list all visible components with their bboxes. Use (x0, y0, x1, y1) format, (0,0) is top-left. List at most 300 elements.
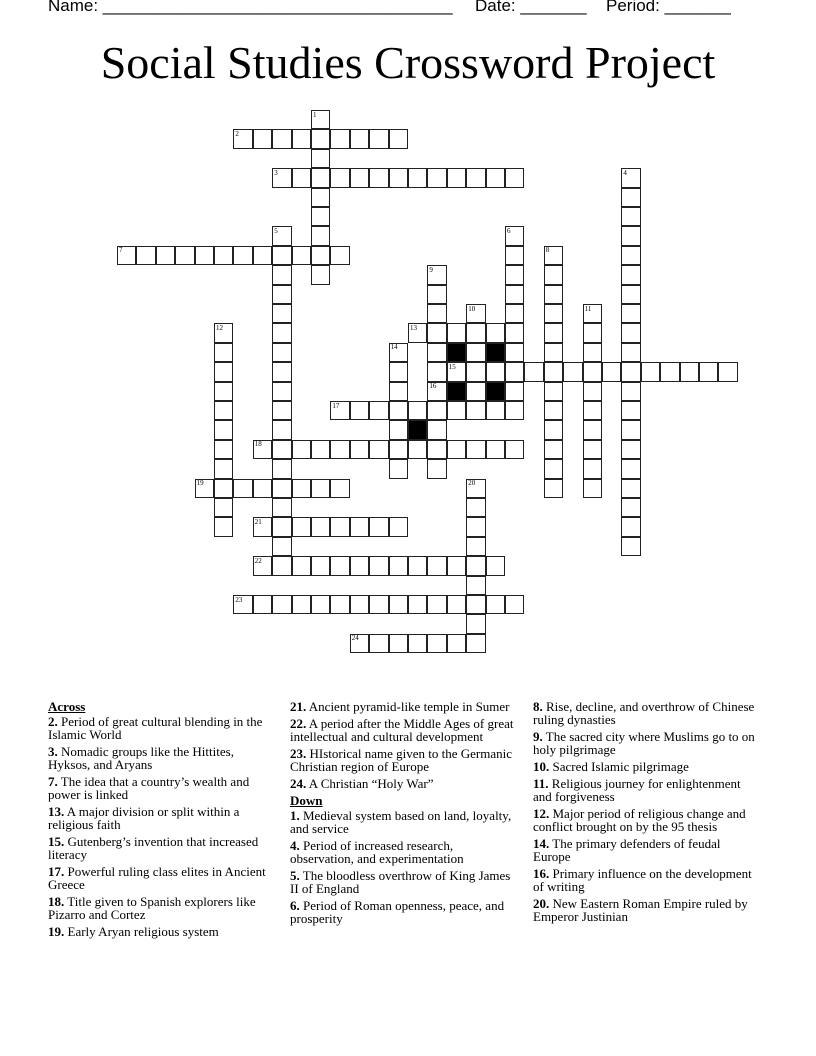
crossword-cell[interactable] (253, 129, 272, 148)
crossword-cell[interactable] (214, 498, 233, 517)
across-clue (48, 865, 274, 891)
crossword-cell[interactable] (505, 323, 524, 342)
crossword-cell[interactable] (272, 479, 291, 498)
crossword-cell[interactable] (505, 343, 524, 362)
crossword-cell[interactable] (214, 420, 233, 439)
black-square (408, 420, 427, 439)
crossword-cell[interactable] (466, 537, 485, 556)
clue-number-5: 5 (274, 226, 278, 235)
crossword-cell[interactable] (544, 420, 563, 439)
clue-number-11: 11 (584, 304, 592, 313)
clue-text: Period of great cultural blending in the Islamic World (48, 714, 263, 742)
crossword-cell[interactable] (486, 595, 505, 614)
clue-text: Powerful ruling class elites in Ancient Greece (48, 864, 266, 892)
name-field[interactable]: Name: _____________________________________ (48, 0, 453, 15)
down-clue (533, 730, 759, 756)
crossword-cell[interactable] (447, 440, 466, 459)
down-clue (533, 897, 759, 923)
crossword-cell[interactable] (583, 382, 602, 401)
crossword-cell[interactable] (447, 323, 466, 342)
crossword-cell[interactable] (311, 517, 330, 536)
crossword-cell[interactable] (350, 517, 369, 536)
crossword-cell[interactable] (272, 362, 291, 381)
clue-number-2: 2 (235, 129, 239, 138)
crossword-cell[interactable] (214, 343, 233, 362)
crossword-cell[interactable] (544, 440, 563, 459)
clue-column-3 (533, 700, 759, 927)
crossword-cell[interactable] (427, 343, 446, 362)
down-clue (533, 700, 759, 726)
crossword-cell[interactable] (466, 556, 485, 575)
clue-text: A period after the Middle Ages of great intellectual and cultural development (290, 716, 514, 744)
crossword-cell[interactable] (641, 362, 660, 381)
clue-text: Primary influence on the development of writing (533, 866, 752, 894)
clue-number-1: 1 (313, 110, 317, 119)
clue-number-21: 21 (254, 517, 262, 526)
crossword-cell[interactable] (718, 362, 737, 381)
crossword-cell[interactable] (408, 634, 427, 653)
across-clue (48, 805, 274, 831)
clue-text: Medieval system based on land, loyalty, and service (290, 808, 512, 836)
crossword-cell[interactable] (447, 401, 466, 420)
across-clue (48, 715, 274, 741)
crossword-cell[interactable] (544, 401, 563, 420)
crossword-cell[interactable] (466, 498, 485, 517)
crossword-cell[interactable] (389, 362, 408, 381)
crossword-cell[interactable] (292, 517, 311, 536)
crossword-cell[interactable] (583, 323, 602, 342)
across-clue-list-continued (290, 700, 516, 790)
clue-number: 24. (290, 776, 307, 791)
clue-number-19: 19 (196, 479, 204, 488)
clue-number: 23. (290, 746, 307, 761)
clue-number-22: 22 (254, 556, 262, 565)
crossword-cell[interactable] (369, 129, 388, 148)
crossword-cell[interactable] (466, 362, 485, 381)
crossword-cell[interactable] (233, 479, 252, 498)
crossword-cell[interactable] (330, 479, 349, 498)
crossword-cell[interactable] (544, 382, 563, 401)
crossword-cell[interactable] (505, 285, 524, 304)
crossword-cell[interactable] (544, 323, 563, 342)
crossword-cell[interactable] (311, 226, 330, 245)
crossword-cell[interactable] (466, 323, 485, 342)
crossword-cell[interactable] (505, 382, 524, 401)
crossword-cell[interactable] (544, 362, 563, 381)
clue-text: Major period of religious change and conflict brought on by the 95 thesis (533, 806, 746, 834)
crossword-cell[interactable] (330, 129, 349, 148)
crossword-cell[interactable] (524, 362, 543, 381)
clue-number-24: 24 (351, 634, 359, 643)
clue-number: 9. (533, 729, 543, 744)
crossword-cell[interactable] (292, 168, 311, 187)
clue-number-4: 4 (623, 168, 627, 177)
crossword-cell[interactable] (369, 556, 388, 575)
clue-text: Gutenberg’s invention that increased literacy (48, 834, 259, 862)
clue-number-18: 18 (254, 440, 262, 449)
date-field[interactable]: Date: _______ (475, 0, 587, 15)
crossword-cell[interactable] (621, 226, 640, 245)
crossword-cell[interactable] (544, 285, 563, 304)
crossword-cell[interactable] (311, 246, 330, 265)
crossword-cell[interactable] (272, 246, 291, 265)
clue-text: A Christian “Holy War” (306, 776, 434, 791)
crossword-cell[interactable] (544, 459, 563, 478)
crossword-cell[interactable] (621, 517, 640, 536)
clue-number: 19. (48, 924, 65, 939)
across-clue (48, 775, 274, 801)
crossword-cell[interactable] (272, 285, 291, 304)
clue-number-14: 14 (390, 343, 398, 352)
crossword-cell[interactable] (505, 595, 524, 614)
crossword-cell[interactable] (408, 595, 427, 614)
crossword-cell[interactable] (350, 595, 369, 614)
crossword-cell[interactable] (311, 265, 330, 284)
crossword-cell[interactable] (505, 265, 524, 284)
crossword-cell[interactable] (505, 401, 524, 420)
down-clue (290, 809, 516, 835)
crossword-cell[interactable] (272, 343, 291, 362)
crossword-cell[interactable] (427, 459, 446, 478)
clue-text: Rise, decline, and overthrow of Chinese ruling dynasties (533, 699, 755, 727)
crossword-cell[interactable] (311, 188, 330, 207)
across-clue (290, 717, 516, 743)
across-heading: Across (48, 699, 86, 714)
crossword-cell[interactable] (486, 362, 505, 381)
crossword-cell[interactable] (389, 517, 408, 536)
crossword-cell[interactable] (427, 440, 446, 459)
across-clue (290, 777, 516, 790)
crossword-cell[interactable] (427, 323, 446, 342)
clue-number: 10. (533, 759, 550, 774)
crossword-cell[interactable] (175, 246, 194, 265)
down-clue (533, 760, 759, 773)
crossword-cell[interactable] (292, 479, 311, 498)
clue-number: 7. (48, 774, 58, 789)
clue-text: Sacred Islamic pilgrimage (549, 759, 689, 774)
crossword-cell[interactable] (544, 265, 563, 284)
crossword-cell[interactable] (253, 595, 272, 614)
crossword-cell[interactable] (272, 459, 291, 478)
crossword-cell[interactable] (621, 401, 640, 420)
crossword-cell[interactable] (486, 440, 505, 459)
crossword-cell[interactable] (156, 246, 175, 265)
crossword-cell[interactable] (272, 265, 291, 284)
crossword-cell[interactable] (427, 420, 446, 439)
crossword-cell[interactable] (544, 343, 563, 362)
crossword-cell[interactable] (621, 459, 640, 478)
crossword-cell[interactable] (447, 634, 466, 653)
crossword-cell[interactable] (330, 246, 349, 265)
crossword-cell[interactable] (486, 323, 505, 342)
crossword-cell[interactable] (214, 246, 233, 265)
black-square (486, 382, 505, 401)
clue-number: 5. (290, 868, 300, 883)
crossword-cell[interactable] (253, 479, 272, 498)
crossword-cell[interactable] (389, 401, 408, 420)
crossword-cell[interactable] (466, 168, 485, 187)
down-clue (290, 899, 516, 925)
crossword-cell[interactable] (195, 246, 214, 265)
crossword-cell[interactable] (427, 634, 446, 653)
crossword-cell[interactable] (272, 517, 291, 536)
crossword-cell[interactable] (389, 440, 408, 459)
clue-number-3: 3 (274, 168, 278, 177)
clue-text: Title given to Spanish explorers like Pizarro and Cortez (48, 894, 256, 922)
crossword-cell[interactable] (369, 168, 388, 187)
crossword-cell[interactable] (214, 362, 233, 381)
crossword-cell[interactable] (311, 440, 330, 459)
crossword-cell[interactable] (602, 362, 621, 381)
across-clue (290, 700, 516, 713)
clue-text: The idea that a country’s wealth and power is linked (48, 774, 250, 802)
crossword-cell[interactable] (621, 537, 640, 556)
crossword-cell[interactable] (233, 246, 252, 265)
clue-text: Nomadic groups like the Hittites, Hyksos, and Aryans (48, 744, 234, 772)
crossword-cell[interactable] (427, 304, 446, 323)
crossword-cell[interactable] (311, 595, 330, 614)
crossword-cell[interactable] (466, 595, 485, 614)
crossword-cell[interactable] (408, 401, 427, 420)
crossword-cell[interactable] (427, 285, 446, 304)
crossword-cell[interactable] (583, 362, 602, 381)
clue-number-13: 13 (410, 323, 417, 332)
crossword-cell[interactable] (621, 343, 640, 362)
crossword-cell[interactable] (350, 168, 369, 187)
crossword-cell[interactable] (621, 188, 640, 207)
crossword-cell[interactable] (466, 382, 485, 401)
crossword-cell[interactable] (311, 149, 330, 168)
crossword-cell[interactable] (408, 440, 427, 459)
crossword-cell[interactable] (583, 343, 602, 362)
across-clue (48, 745, 274, 771)
crossword-cell[interactable] (621, 304, 640, 323)
crossword-cell[interactable] (427, 556, 446, 575)
clue-text: Early Aryan religious system (64, 924, 219, 939)
crossword-cell[interactable] (272, 537, 291, 556)
crossword-cell[interactable] (350, 401, 369, 420)
crossword-cell[interactable] (621, 362, 640, 381)
crossword-cell[interactable] (447, 595, 466, 614)
crossword-cell[interactable] (330, 517, 349, 536)
crossword-cell[interactable] (466, 440, 485, 459)
crossword-cell[interactable] (583, 440, 602, 459)
clue-number: 18. (48, 894, 65, 909)
clue-number-9: 9 (429, 265, 433, 274)
page-title: Social Studies Crossword Project (100, 37, 716, 88)
black-square (486, 343, 505, 362)
down-heading: Down (290, 793, 323, 808)
crossword-cell[interactable] (583, 401, 602, 420)
clue-number-16: 16 (429, 382, 437, 391)
crossword-cell[interactable] (311, 168, 330, 187)
crossword-cell[interactable] (311, 556, 330, 575)
crossword-cell[interactable] (311, 129, 330, 148)
crossword-cell[interactable] (389, 595, 408, 614)
crossword-cell[interactable] (253, 246, 272, 265)
crossword-cell[interactable] (272, 382, 291, 401)
crossword-cell[interactable] (466, 343, 485, 362)
clue-number: 17. (48, 864, 65, 879)
crossword-cell[interactable] (408, 168, 427, 187)
crossword-cell[interactable] (408, 556, 427, 575)
crossword-cell[interactable] (544, 304, 563, 323)
crossword-cell[interactable] (369, 440, 388, 459)
crossword-cell[interactable] (583, 479, 602, 498)
crossword-cell[interactable] (272, 595, 291, 614)
clue-text: Period of Roman openness, peace, and prosperity (290, 898, 505, 926)
clue-number-15: 15 (448, 362, 456, 371)
clue-number: 3. (48, 744, 58, 759)
crossword-cell[interactable] (466, 634, 485, 653)
clue-number: 20. (533, 896, 550, 911)
crossword-cell[interactable] (292, 129, 311, 148)
crossword-cell[interactable] (505, 362, 524, 381)
crossword-cell[interactable] (292, 246, 311, 265)
crossword-cell[interactable] (350, 129, 369, 148)
crossword-cell[interactable] (486, 168, 505, 187)
crossword-cell[interactable] (505, 246, 524, 265)
clue-number: 15. (48, 834, 65, 849)
crossword-cell[interactable] (292, 595, 311, 614)
crossword-cell[interactable] (350, 556, 369, 575)
crossword-cell[interactable] (292, 440, 311, 459)
crossword-cell[interactable] (272, 556, 291, 575)
crossword-cell[interactable] (583, 459, 602, 478)
crossword-cell[interactable] (330, 168, 349, 187)
clue-number-12: 12 (216, 323, 223, 332)
crossword-cell[interactable] (621, 207, 640, 226)
crossword-cell[interactable] (427, 168, 446, 187)
crossword-cell[interactable] (466, 614, 485, 633)
crossword-cell[interactable] (389, 420, 408, 439)
crossword-cell[interactable] (427, 401, 446, 420)
crossword-cell[interactable] (369, 595, 388, 614)
crossword-cell[interactable] (214, 440, 233, 459)
crossword-cell[interactable] (311, 479, 330, 498)
down-clue-list-continued (533, 700, 759, 923)
across-clue-list (48, 715, 274, 938)
crossword-cell[interactable] (369, 401, 388, 420)
crossword-cell[interactable] (505, 168, 524, 187)
crossword-cell[interactable] (330, 556, 349, 575)
crossword-cell[interactable] (214, 517, 233, 536)
crossword-cell[interactable] (369, 517, 388, 536)
clue-number-20: 20 (468, 479, 476, 488)
down-clue (533, 867, 759, 893)
crossword-cell[interactable] (272, 498, 291, 517)
crossword-cell[interactable] (214, 382, 233, 401)
crossword-cell[interactable] (447, 168, 466, 187)
across-clue (48, 835, 274, 861)
clue-column-2 (290, 700, 516, 929)
crossword-cell[interactable] (136, 246, 155, 265)
crossword-cell[interactable] (389, 556, 408, 575)
down-clue (533, 837, 759, 863)
clue-text: Religious journey for enlightenment and forgiveness (533, 776, 741, 804)
crossword-cell[interactable] (350, 440, 369, 459)
crossword-cell[interactable] (563, 362, 582, 381)
crossword-cell[interactable] (660, 362, 679, 381)
crossword-cell[interactable] (621, 498, 640, 517)
crossword-cell[interactable] (680, 362, 699, 381)
crossword-cell[interactable] (427, 362, 446, 381)
clue-number: 4. (290, 838, 300, 853)
crossword-cell[interactable] (621, 285, 640, 304)
crossword-cell[interactable] (621, 265, 640, 284)
clue-column-1 (48, 700, 274, 942)
crossword-cell[interactable] (214, 459, 233, 478)
crossword-cell[interactable] (389, 168, 408, 187)
crossword-cell[interactable] (427, 595, 446, 614)
crossword-cell[interactable] (330, 595, 349, 614)
crossword-cell[interactable] (272, 440, 291, 459)
clue-text: New Eastern Roman Empire ruled by Emperor Justinian (533, 896, 748, 924)
crossword-cell[interactable] (272, 129, 291, 148)
crossword-cell[interactable] (447, 556, 466, 575)
clue-number: 13. (48, 804, 65, 819)
crossword-cell[interactable] (621, 323, 640, 342)
crossword-cell[interactable] (389, 634, 408, 653)
crossword-cell[interactable] (272, 401, 291, 420)
clue-number: 22. (290, 716, 307, 731)
clue-number: 12. (533, 806, 550, 821)
clue-number: 1. (290, 808, 300, 823)
crossword-cell[interactable] (389, 459, 408, 478)
down-clue-list (290, 809, 516, 925)
crossword-cell[interactable] (621, 246, 640, 265)
crossword-cell[interactable] (621, 440, 640, 459)
crossword-cell[interactable] (272, 420, 291, 439)
crossword-cell[interactable] (466, 401, 485, 420)
crossword-cell[interactable] (621, 479, 640, 498)
crossword-cell[interactable] (583, 420, 602, 439)
clue-number-23: 23 (235, 595, 243, 604)
crossword-cell[interactable] (389, 382, 408, 401)
clue-text: The bloodless overthrow of King James II of England (290, 868, 511, 896)
crossword-cell[interactable] (272, 304, 291, 323)
crossword-cell[interactable] (486, 556, 505, 575)
crossword-cell[interactable] (272, 323, 291, 342)
down-clue (290, 839, 516, 865)
crossword-cell[interactable] (621, 420, 640, 439)
clue-text: The primary defenders of feudal Europe (533, 836, 721, 864)
crossword-cell[interactable] (486, 401, 505, 420)
crossword-cell[interactable] (505, 304, 524, 323)
crossword-cell[interactable] (505, 440, 524, 459)
clue-number: 21. (290, 699, 307, 714)
clue-number: 2. (48, 714, 58, 729)
clue-number: 14. (533, 836, 550, 851)
crossword-cell[interactable] (214, 401, 233, 420)
crossword-cell[interactable] (214, 479, 233, 498)
crossword-cell[interactable] (311, 207, 330, 226)
across-clue (48, 925, 274, 938)
clue-number-10: 10 (468, 304, 476, 313)
crossword-cell[interactable] (621, 382, 640, 401)
clue-number: 16. (533, 866, 550, 881)
crossword-cell[interactable] (330, 440, 349, 459)
crossword-cell[interactable] (292, 556, 311, 575)
crossword-cell[interactable] (544, 479, 563, 498)
crossword-cell[interactable] (389, 129, 408, 148)
period-field[interactable]: Period: _______ (606, 0, 731, 15)
crossword-cell[interactable] (699, 362, 718, 381)
crossword-cell[interactable] (369, 634, 388, 653)
crossword-cell[interactable] (466, 517, 485, 536)
across-clue (290, 747, 516, 773)
crossword-cell[interactable] (466, 576, 485, 595)
